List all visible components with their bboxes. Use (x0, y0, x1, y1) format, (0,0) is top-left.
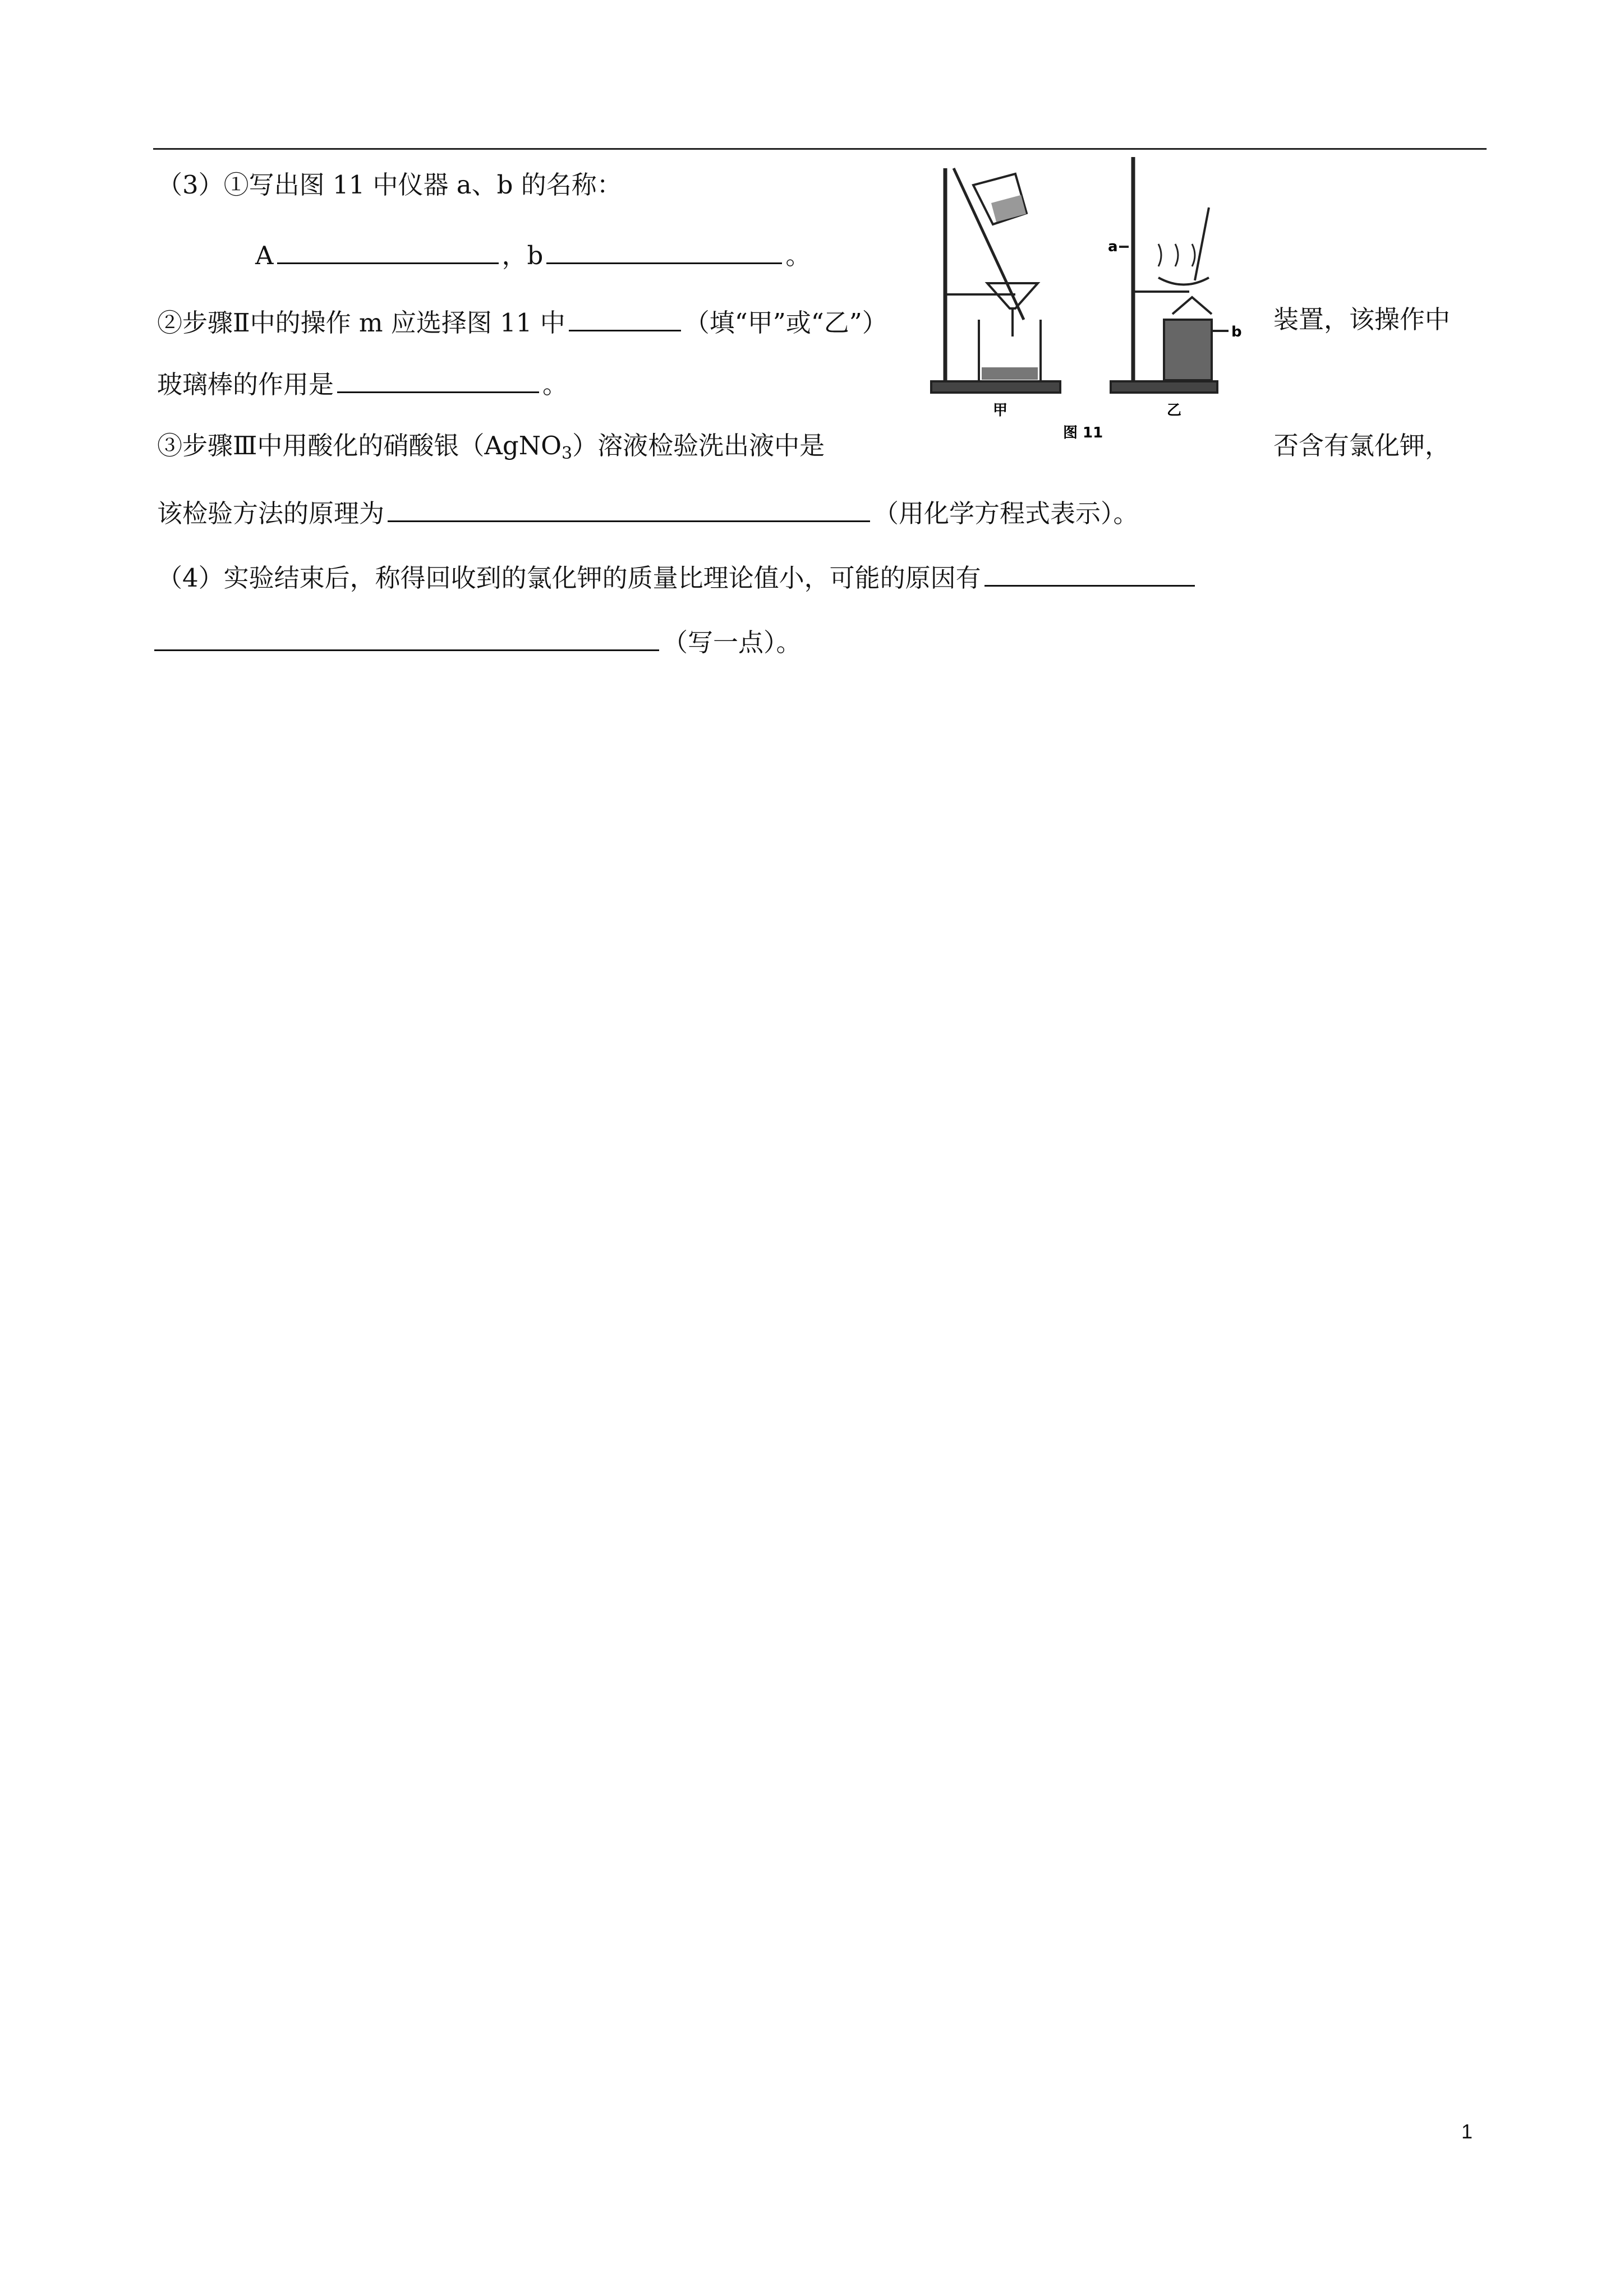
q4-line2 (154, 623, 802, 660)
figure-label-yi: 乙 (1167, 402, 1182, 419)
q4-end-text: （写一点）。 (663, 628, 802, 657)
flame (1172, 297, 1212, 314)
q3-step3-line (157, 429, 825, 471)
q3-step2-line-end (1273, 303, 1450, 336)
step3-end-text: 否含有氯化钾， (1273, 431, 1451, 460)
q3-line1-text: （3）①写出图 11 中仪器 a、b 的名称： (157, 170, 622, 200)
q3-rod-line (157, 365, 568, 402)
q3-names-line (255, 236, 811, 273)
blank-apparatus-choice[interactable] (569, 303, 681, 331)
alcohol-lamp (1164, 320, 1212, 380)
rod-role-text: 玻璃棒的作用是 (157, 370, 334, 399)
principle-text: 该检验方法的原理为 (157, 499, 385, 528)
rod-period-text: 。 (542, 370, 568, 399)
choice-hint-text: （填“甲”或“乙”） (684, 308, 887, 338)
blank-instrument-a[interactable] (277, 236, 499, 264)
evaporating-dish (1158, 278, 1209, 285)
figure-11 (926, 151, 1240, 443)
steam-lines (1158, 244, 1195, 266)
step3-text: ③步骤Ⅲ中用酸化的硝酸银（AgNO (157, 431, 562, 460)
stirring-rod (1195, 208, 1209, 280)
pouring-liquid (991, 195, 1026, 222)
q3-step3-line-end (1273, 429, 1450, 463)
q4-line1 (157, 558, 1198, 595)
step2-end-text: 装置，该操作中 (1273, 305, 1451, 334)
q3-principle-line (157, 494, 1139, 531)
blank-equation[interactable] (388, 494, 870, 522)
principle-hint-text: （用化学方程式表示）。 (873, 499, 1139, 528)
q4-text: （4）实验结束后，称得回收到的氯化钾的质量比理论值小，可能的原因有 (157, 563, 981, 593)
figure-label-a: a (1108, 238, 1118, 255)
blank-instrument-b[interactable] (546, 236, 782, 264)
figure-11-drawing (926, 151, 1240, 443)
left-stand-base (931, 381, 1060, 393)
left-beaker-liquid (982, 367, 1038, 380)
q3-intro (157, 168, 622, 202)
right-stand-base (1111, 381, 1217, 393)
figure-label-b: b (1231, 324, 1242, 340)
figure-caption: 图 11 (1063, 425, 1103, 441)
label-b-text: ，b (502, 241, 544, 270)
period-text: 。 (785, 241, 811, 270)
step2-text: ②步骤Ⅱ中的操作 m 应选择图 11 中 (157, 308, 565, 338)
step3-mid-text: ）溶液检验洗出液中是 (572, 431, 825, 460)
figure-label-jia: 甲 (993, 402, 1008, 419)
q3-step2-line (157, 303, 887, 340)
blank-rod-role[interactable] (337, 365, 539, 393)
header-rule (153, 148, 1487, 150)
blank-reason-2[interactable] (154, 623, 659, 651)
label-a-text: A (255, 241, 274, 270)
glass-rod (954, 168, 1024, 320)
agno3-subscript: 3 (561, 444, 573, 463)
blank-reason-1[interactable] (984, 558, 1195, 587)
page-number: 1 (1461, 2120, 1473, 2143)
